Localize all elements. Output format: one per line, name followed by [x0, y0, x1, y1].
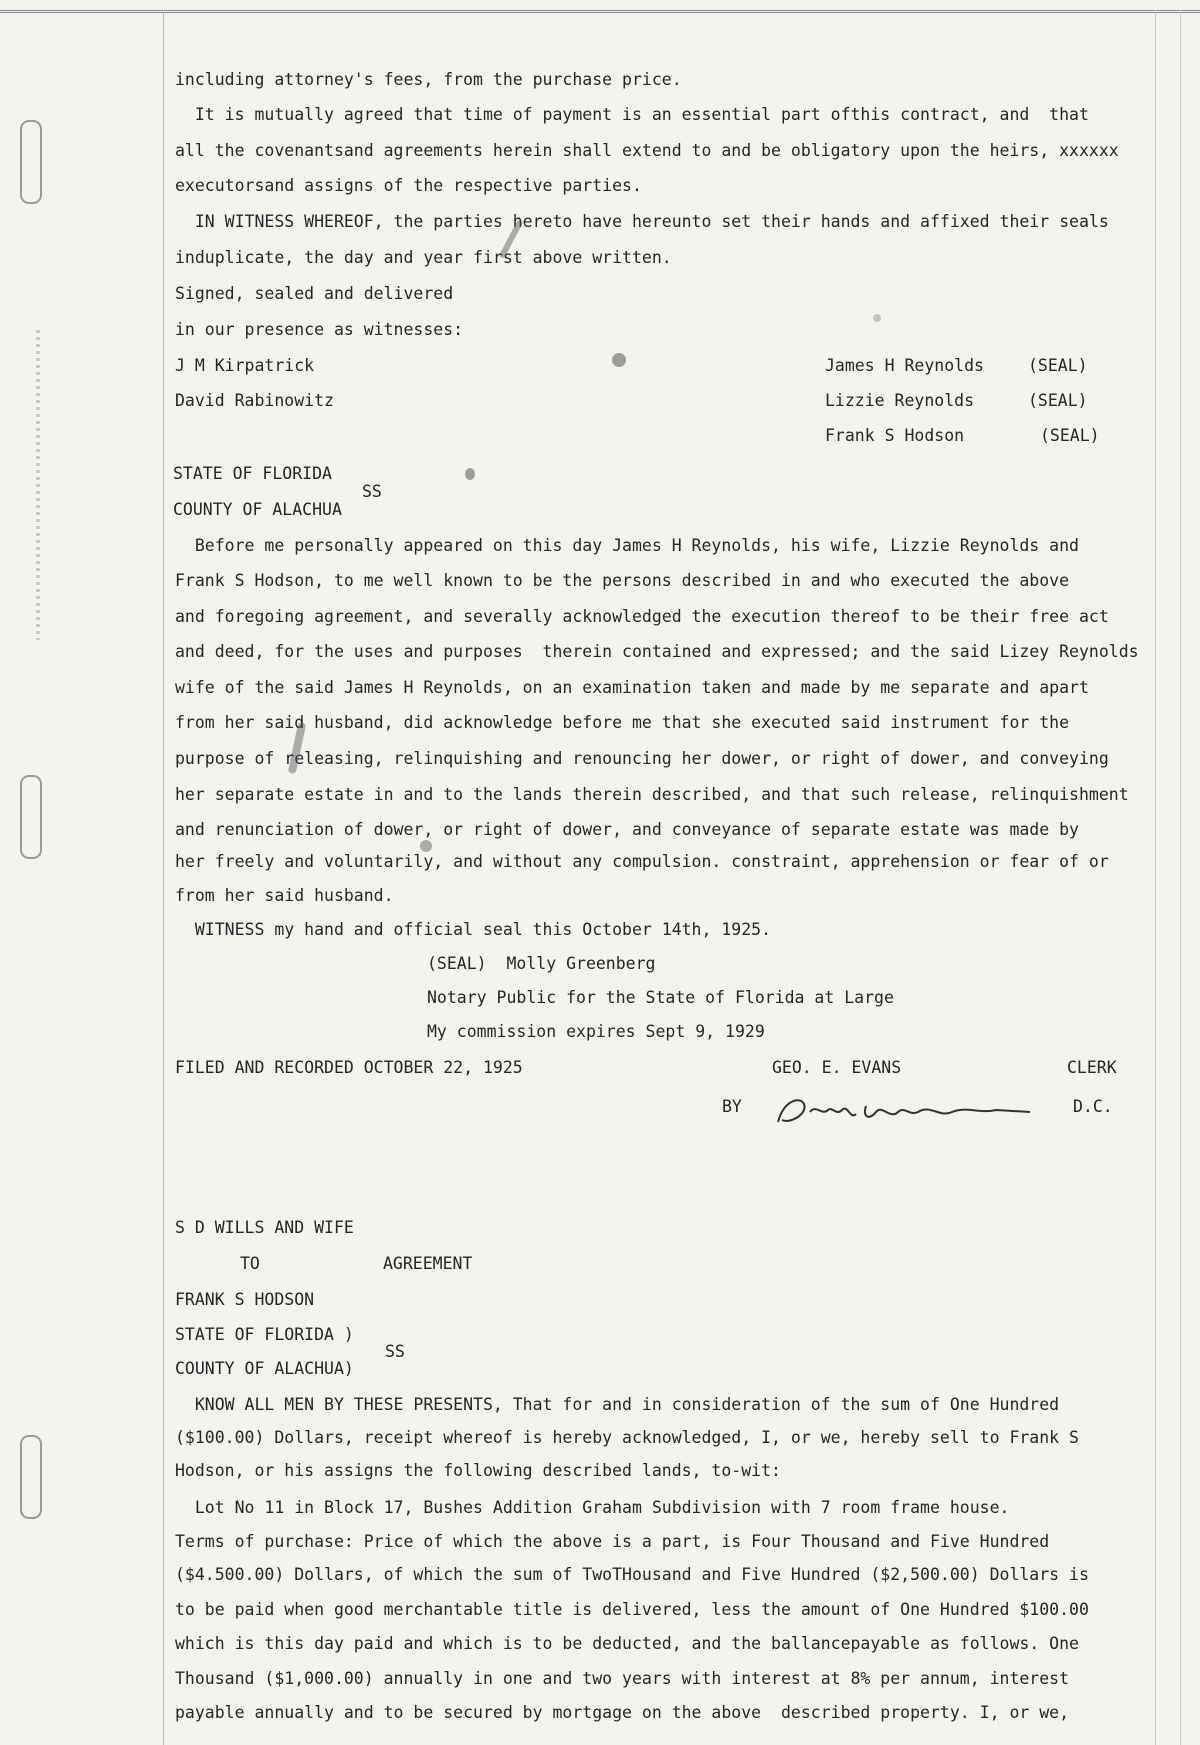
text-line: IN WITNESS WHEREOF, the parties hereto have hereunto set their hands and affixed their seals: [175, 212, 1109, 231]
text-line: Signed, sealed and delivered: [175, 284, 454, 303]
ack-line: and foregoing agreement, and severally acknowledged the execution thereof to be their free act: [175, 607, 1109, 626]
by-label: BY: [722, 1097, 742, 1116]
dc-label: D.C.: [1073, 1097, 1113, 1116]
venue-state: STATE OF FLORIDA: [173, 464, 332, 483]
party-to-label: TO: [240, 1254, 260, 1273]
clerk-signature: [770, 1090, 1060, 1130]
agreement-line: Thousand ($1,000.00) annually in one and two years with interest at 8% per annum, interest: [175, 1669, 1070, 1688]
ack-line: purpose of releasing, relinquishing and renouncing her dower, or right of dower, and conveying: [175, 749, 1109, 768]
agreement-line: to be paid when good merchantable title is delivered, less the amount of One Hundred $100.00: [175, 1600, 1089, 1619]
seal-mark: (SEAL): [1040, 426, 1100, 445]
agreement-line: Hodson, or his assigns the following described lands, to-wit:: [175, 1461, 781, 1480]
ack-line: her freely and voluntarily, and without any compulsion. constraint, apprehension or fear of or: [175, 852, 1109, 871]
ack-line: and renunciation of dower, or right of dower, and conveyance of separate estate was made by: [175, 820, 1079, 839]
signer-name: James H Reynolds: [825, 356, 984, 375]
instrument-type: AGREEMENT: [383, 1254, 473, 1273]
seal-mark: (SEAL): [1028, 391, 1088, 410]
ack-line: her separate estate in and to the lands therein described, and that such release, relinquishment: [175, 785, 1129, 804]
venue-ss: SS: [385, 1342, 405, 1361]
ack-line: WITNESS my hand and official seal this October 14th, 1925.: [175, 920, 772, 939]
ink-stain: [873, 314, 881, 322]
seal-mark: (SEAL): [1028, 356, 1088, 375]
agreement-line: ($100.00) Dollars, receipt whereof is hereby acknowledged, I, or we, hereby sell to Frank S: [175, 1428, 1079, 1447]
ack-line: Frank S Hodson, to me well known to be the persons described in and who executed the above: [175, 571, 1070, 590]
ink-stain: [465, 468, 475, 480]
text-line: executorsand assigns of the respective parties.: [175, 176, 642, 195]
agreement-line: Terms of purchase: Price of which the above is a part, is Four Thousand and Five Hundred: [175, 1532, 1050, 1551]
clerk-title: CLERK: [1067, 1058, 1117, 1077]
ink-stain: [612, 353, 626, 367]
ack-line: Before me personally appeared on this day James H Reynolds, his wife, Lizzie Reynolds and: [175, 536, 1079, 555]
witness-name: J M Kirpatrick: [175, 356, 315, 375]
party-from: S D WILLS AND WIFE: [175, 1218, 354, 1237]
party-to: FRANK S HODSON: [175, 1290, 315, 1309]
signer-name: Frank S Hodson: [825, 426, 965, 445]
text-line: including attorney's fees, from the purchase price.: [175, 70, 682, 89]
text-line: in our presence as witnesses:: [175, 320, 464, 339]
filed-recorded: FILED AND RECORDED OCTOBER 22, 1925: [175, 1058, 523, 1077]
agreement-line: payable annually and to be secured by mortgage on the above described property. I, or we,: [175, 1703, 1070, 1722]
ack-line: and deed, for the uses and purposes therein contained and expressed; and the said Lizey Reynolds: [175, 642, 1139, 661]
text-line: induplicate, the day and year first above written.: [175, 248, 672, 267]
ack-line: from her said husband, did acknowledge before me that she executed said instrument for the: [175, 713, 1070, 732]
clerk-name: GEO. E. EVANS: [772, 1058, 902, 1077]
ack-line: from her said husband.: [175, 886, 394, 905]
text-line: all the covenantsand agreements herein shall extend to and be obligatory upon the heirs, xxxxxx: [175, 141, 1119, 160]
venue-ss: SS: [362, 482, 382, 501]
agreement-line: which is this day paid and which is to be deducted, and the ballancepayable as follows. One: [175, 1634, 1079, 1653]
signer-name: Lizzie Reynolds: [825, 391, 975, 410]
agreement-line: Lot No 11 in Block 17, Bushes Addition Graham Subdivision with 7 room frame house.: [175, 1498, 1010, 1517]
witness-name: David Rabinowitz: [175, 391, 334, 410]
venue-state: STATE OF FLORIDA ): [175, 1325, 354, 1344]
agreement-line: ($4.500.00) Dollars, of which the sum of TwoTHousand and Five Hundred ($2,500.00) Dollars is: [175, 1565, 1089, 1584]
ack-line: wife of the said James H Reynolds, on an examination taken and made by me separate and apart: [175, 678, 1089, 697]
notary-title: Notary Public for the State of Florida at Large: [427, 988, 894, 1007]
venue-county: COUNTY OF ALACHUA: [173, 500, 342, 519]
notary-commission: My commission expires Sept 9, 1929: [427, 1022, 765, 1041]
venue-county: COUNTY OF ALACHUA): [175, 1359, 354, 1378]
agreement-line: KNOW ALL MEN BY THESE PRESENTS, That for and in consideration of the sum of One Hundred: [175, 1395, 1060, 1414]
ink-stain: [420, 840, 432, 852]
notary-seal-name: (SEAL) Molly Greenberg: [427, 954, 656, 973]
text-line: It is mutually agreed that time of payment is an essential part ofthis contract, and that: [175, 105, 1089, 124]
